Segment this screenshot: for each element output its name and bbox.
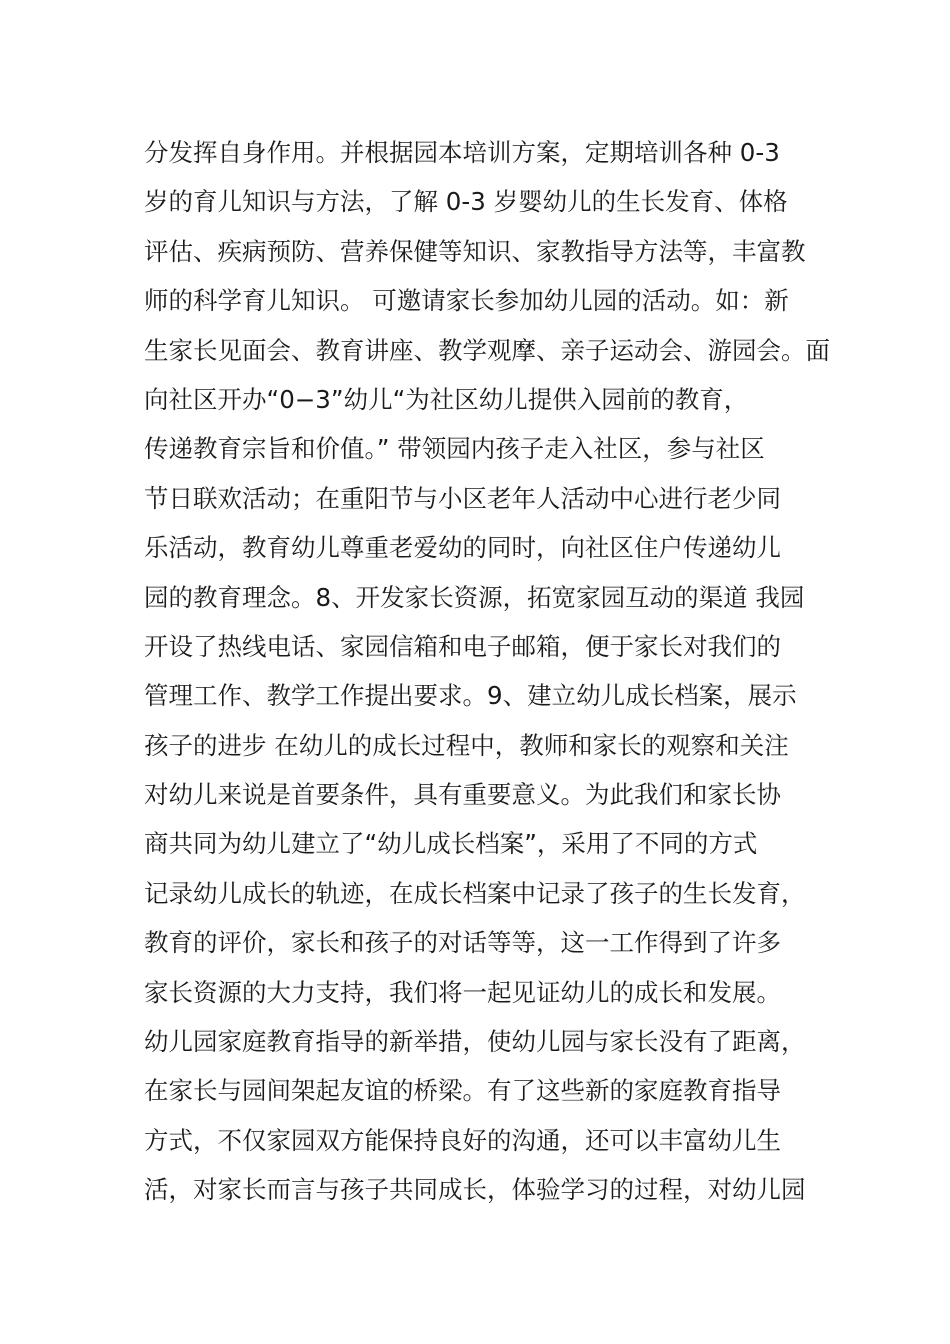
text-line: 岁的育儿知识与方法，了解 0-3 岁婴幼儿的生长发育、体格: [144, 187, 788, 217]
text-line: 记录幼儿成长的轨迹，在成长档案中记录了孩子的生长发育，: [144, 878, 806, 908]
body-text: [144, 128, 830, 1215]
text-line: 在家长与园间架起友谊的桥梁。有了这些新的家庭教育指导: [144, 1076, 781, 1106]
text-line: 家长资源的大力支持，我们将一起见证幼儿的成长和发展。: [144, 977, 781, 1007]
text-line: 幼儿园家庭教育指导的新举措，使幼儿园与家长没有了距离，: [144, 1027, 806, 1057]
text-line: 向社区开办“0−3”幼儿“为社区幼儿提供入园前的教育，: [144, 384, 749, 414]
text-line: 孩子的进步 在幼儿的成长过程中，教师和家长的观察和关注: [144, 730, 789, 760]
text-line: 生家长见面会、教育讲座、教学观摩、亲子运动会、游园会。面: [144, 335, 830, 365]
text-line: 管理工作、教学工作提出要求。9、建立幼儿成长档案，展示: [144, 681, 797, 711]
text-line: 传递教育宗旨和价值。” 带领园内孩子走入社区，参与社区: [144, 434, 765, 464]
text-line: 分发挥自身作用。并根据园本培训方案，定期培训各种 0-3: [144, 138, 780, 167]
text-line: 乐活动，教育幼儿尊重老爱幼的同时，向社区住户传递幼儿: [144, 533, 781, 563]
text-line: 开设了热线电话、家园信箱和电子邮箱，便于家长对我们的: [144, 631, 781, 661]
text-line: 园的教育理念。8、开发家长资源，拓宽家园互动的渠道 我园: [144, 582, 805, 612]
text-line: 方式，不仅家园双方能保持良好的沟通，还可以丰富幼儿生: [144, 1125, 781, 1155]
text-line: 教育的评价，家长和孩子的对话等等，这一工作得到了许多: [144, 928, 781, 958]
text-line: 节日联欢活动；在重阳节与小区老年人活动中心进行老少同: [144, 483, 781, 513]
text-line: 评估、疾病预防、营养保健等知识、家教指导方法等，丰富教: [144, 236, 806, 266]
text-line: 商共同为幼儿建立了“幼儿成长档案”，采用了不同的方式: [144, 829, 758, 859]
text-line: 活，对家长而言与孩子共同成长，体验学习的过程，对幼儿园: [144, 1175, 806, 1205]
text-line: 对幼儿来说是首要条件，具有重要意义。为此我们和家长协: [144, 780, 781, 810]
text-line: 师的科学育儿知识。 可邀请家长参加幼儿园的活动。如：新: [144, 286, 789, 316]
